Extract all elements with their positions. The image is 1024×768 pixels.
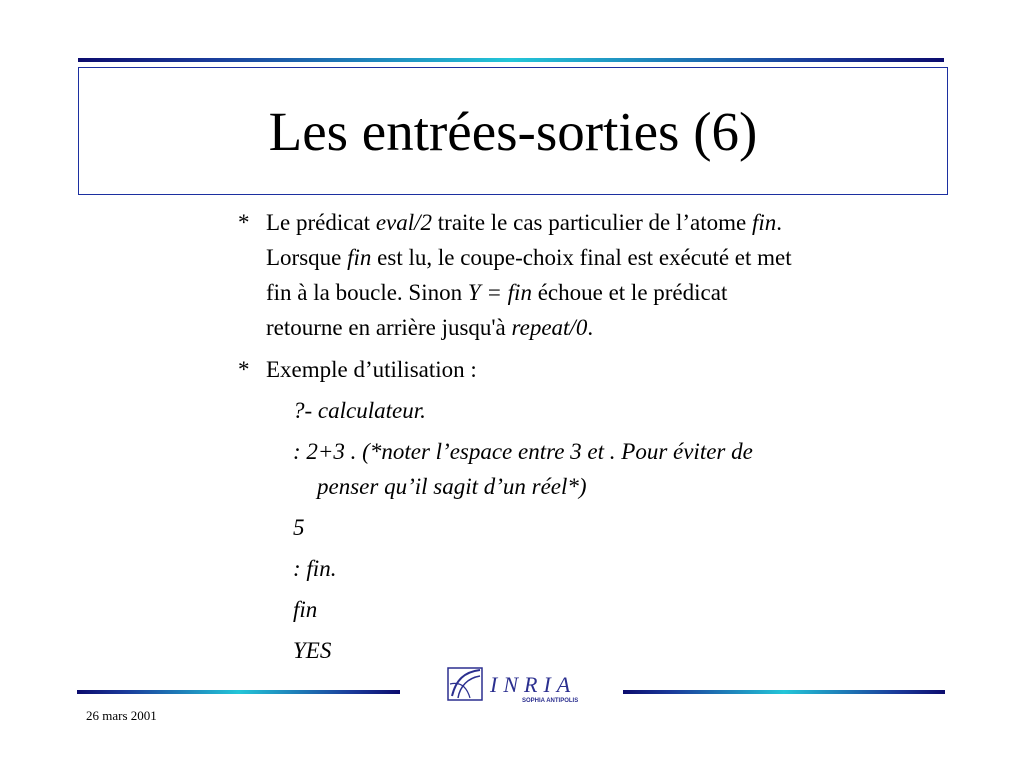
logo-subtext: SOPHIA ANTIPOLIS (522, 698, 579, 704)
text-run: Lorsque (266, 245, 348, 270)
text-run: Le prédicat (266, 210, 376, 235)
slide-title: Les entrées-sorties (6) (268, 100, 758, 162)
text-run: échoue et le prédicat (531, 280, 728, 305)
italic-term: fin (347, 245, 372, 270)
italic-term: Y = fin (467, 280, 532, 305)
code-line (238, 393, 938, 428)
bottom-rule-left (77, 690, 400, 694)
inria-logo (440, 660, 600, 708)
italic-term: fin (751, 210, 777, 235)
text-run: . (587, 315, 594, 340)
italic-term: repeat/0 (511, 315, 588, 340)
code-line (238, 434, 938, 504)
bullet-list (238, 205, 938, 387)
code-text: YES (293, 638, 332, 663)
code-line (238, 551, 938, 586)
slide-body (238, 205, 938, 668)
bullet-item (238, 205, 938, 345)
text-run: retourne en arrière jusqu'à (266, 315, 512, 340)
bullet-line (266, 310, 938, 345)
bullet-item (238, 352, 938, 387)
code-example (238, 393, 938, 668)
bullet-line (266, 240, 938, 275)
code-text: 5 (293, 515, 305, 540)
text-run: Exemple d’utilisation : (266, 357, 477, 382)
title-box (78, 67, 948, 195)
bottom-rule-right (623, 690, 945, 694)
logo-text: INRIA (490, 672, 577, 697)
code-text: ?- calculateur. (293, 398, 426, 423)
top-rule (78, 58, 944, 62)
code-text: penser qu’il sagit d’un réel*) (317, 474, 587, 499)
italic-term: eval/2 (375, 210, 433, 235)
code-line (238, 592, 938, 627)
code-text: : fin. (293, 556, 337, 581)
bullet-line (266, 205, 938, 240)
bullet-marker: * (238, 357, 250, 382)
text-run: traite le cas particulier de l’atome (432, 210, 752, 235)
text-run: . (776, 210, 782, 235)
text-run: fin à la boucle. Sinon (266, 280, 468, 305)
bullet-marker: * (238, 210, 250, 235)
code-line (238, 510, 938, 545)
code-text: : 2+3 . (*noter l’espace entre 3 et . Pour éviter de (293, 439, 753, 464)
footer-date: 26 mars 2001 (86, 708, 157, 723)
bullet-line (266, 352, 938, 387)
text-run: est lu, le coupe-choix final est exécuté et met (371, 245, 792, 270)
code-text: fin (293, 597, 318, 622)
bullet-line (266, 275, 938, 310)
